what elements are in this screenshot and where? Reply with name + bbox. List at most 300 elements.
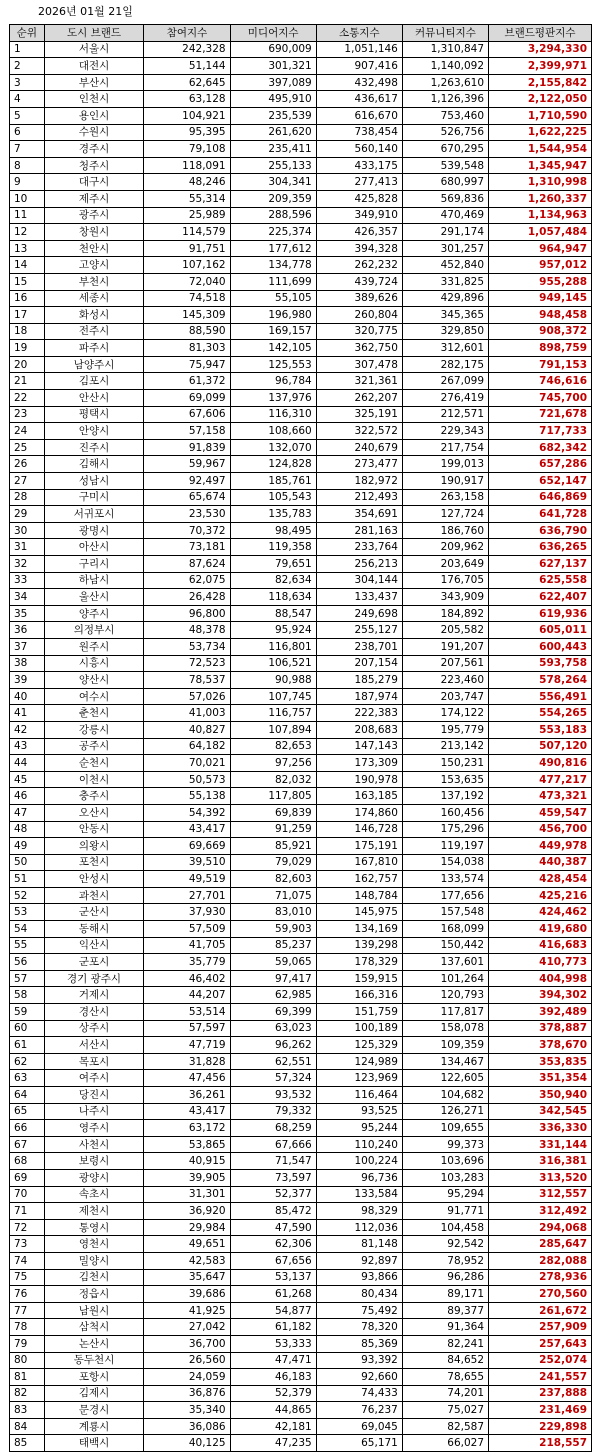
rank-cell: 48	[10, 821, 45, 838]
participation-cell: 44,207	[144, 987, 230, 1004]
communication-cell: 394,328	[316, 240, 402, 257]
participation-cell: 43,417	[144, 821, 230, 838]
community-cell: 103,283	[402, 1169, 488, 1186]
brand-reputation-cell: 350,940	[489, 1087, 592, 1104]
communication-cell: 321,361	[316, 373, 402, 390]
rank-cell: 24	[10, 423, 45, 440]
city-brand-cell: 광명시	[44, 522, 144, 539]
table-row	[10, 755, 592, 772]
brand-reputation-cell: 2,155,842	[489, 74, 592, 91]
community-cell: 195,779	[402, 721, 488, 738]
table-row	[10, 1385, 592, 1402]
rank-cell: 45	[10, 771, 45, 788]
city-brand-cell: 의정부시	[44, 622, 144, 639]
participation-cell: 59,967	[144, 456, 230, 473]
media-cell: 196,980	[230, 307, 316, 324]
participation-cell: 114,579	[144, 224, 230, 241]
community-cell: 291,174	[402, 224, 488, 241]
communication-cell: 92,660	[316, 1369, 402, 1386]
table-row	[10, 1087, 592, 1104]
brand-reputation-cell: 745,700	[489, 390, 592, 407]
city-brand-cell: 서귀포시	[44, 506, 144, 523]
media-cell: 62,551	[230, 1053, 316, 1070]
rank-cell: 69	[10, 1169, 45, 1186]
brand-reputation-cell: 261,672	[489, 1302, 592, 1319]
media-cell: 125,553	[230, 356, 316, 373]
communication-cell: 163,185	[316, 788, 402, 805]
city-brand-cell: 광주시	[44, 207, 144, 224]
header-city-brand: 도시 브랜드	[44, 25, 144, 42]
communication-cell: 208,683	[316, 721, 402, 738]
community-cell: 89,171	[402, 1286, 488, 1303]
participation-cell: 64,182	[144, 738, 230, 755]
table-body	[10, 41, 592, 1451]
communication-cell: 80,434	[316, 1286, 402, 1303]
rank-cell: 63	[10, 1070, 45, 1087]
community-cell: 150,231	[402, 755, 488, 772]
city-brand-cell: 통영시	[44, 1219, 144, 1236]
rank-cell: 14	[10, 257, 45, 274]
media-cell: 91,259	[230, 821, 316, 838]
media-cell: 79,029	[230, 854, 316, 871]
community-cell: 117,817	[402, 1004, 488, 1021]
table-row	[10, 124, 592, 141]
media-cell: 209,359	[230, 190, 316, 207]
brand-reputation-cell: 285,647	[489, 1236, 592, 1253]
communication-cell: 738,454	[316, 124, 402, 141]
communication-cell: 148,784	[316, 887, 402, 904]
community-cell: 312,601	[402, 340, 488, 357]
rank-cell: 54	[10, 921, 45, 938]
media-cell: 288,596	[230, 207, 316, 224]
table-row	[10, 738, 592, 755]
media-cell: 47,590	[230, 1219, 316, 1236]
media-cell: 57,324	[230, 1070, 316, 1087]
table-row	[10, 58, 592, 75]
community-cell: 212,571	[402, 406, 488, 423]
media-cell: 142,105	[230, 340, 316, 357]
rank-cell: 71	[10, 1203, 45, 1220]
participation-cell: 36,086	[144, 1418, 230, 1435]
city-brand-cell: 여수시	[44, 688, 144, 705]
table-row	[10, 954, 592, 971]
rank-cell: 59	[10, 1004, 45, 1021]
community-cell: 66,027	[402, 1435, 488, 1452]
participation-cell: 63,128	[144, 91, 230, 108]
communication-cell: 74,433	[316, 1385, 402, 1402]
communication-cell: 95,244	[316, 1120, 402, 1137]
table-row	[10, 1070, 592, 1087]
table-row	[10, 705, 592, 722]
participation-cell: 41,925	[144, 1302, 230, 1319]
table-row	[10, 1103, 592, 1120]
communication-cell: 110,240	[316, 1136, 402, 1153]
participation-cell: 95,395	[144, 124, 230, 141]
rank-cell: 77	[10, 1302, 45, 1319]
media-cell: 46,183	[230, 1369, 316, 1386]
rank-cell: 5	[10, 107, 45, 124]
participation-cell: 118,091	[144, 157, 230, 174]
participation-cell: 29,984	[144, 1219, 230, 1236]
media-cell: 79,651	[230, 556, 316, 573]
city-brand-cell: 이천시	[44, 771, 144, 788]
media-cell: 301,321	[230, 58, 316, 75]
rank-cell: 17	[10, 307, 45, 324]
city-brand-cell: 계룡시	[44, 1418, 144, 1435]
brand-reputation-cell: 477,217	[489, 771, 592, 788]
city-brand-cell: 당진시	[44, 1087, 144, 1104]
rank-cell: 31	[10, 539, 45, 556]
participation-cell: 40,827	[144, 721, 230, 738]
rank-cell: 27	[10, 473, 45, 490]
community-cell: 1,310,847	[402, 41, 488, 58]
rank-cell: 81	[10, 1369, 45, 1386]
city-brand-cell: 밀양시	[44, 1252, 144, 1269]
city-brand-cell: 속초시	[44, 1186, 144, 1203]
city-brand-cell: 태백시	[44, 1435, 144, 1452]
brand-reputation-cell: 490,816	[489, 755, 592, 772]
community-cell: 91,364	[402, 1319, 488, 1336]
rank-cell: 30	[10, 522, 45, 539]
participation-cell: 74,518	[144, 290, 230, 307]
communication-cell: 425,828	[316, 190, 402, 207]
rank-cell: 85	[10, 1435, 45, 1452]
city-brand-cell: 부천시	[44, 273, 144, 290]
communication-cell: 222,383	[316, 705, 402, 722]
city-brand-cell: 익산시	[44, 937, 144, 954]
city-brand-cell: 순천시	[44, 755, 144, 772]
rank-cell: 3	[10, 74, 45, 91]
communication-cell: 322,572	[316, 423, 402, 440]
participation-cell: 55,314	[144, 190, 230, 207]
participation-cell: 27,042	[144, 1319, 230, 1336]
community-cell: 127,724	[402, 506, 488, 523]
participation-cell: 79,108	[144, 141, 230, 158]
community-cell: 119,197	[402, 838, 488, 855]
brand-reputation-cell: 625,558	[489, 572, 592, 589]
community-cell: 213,142	[402, 738, 488, 755]
participation-cell: 27,701	[144, 887, 230, 904]
media-cell: 52,377	[230, 1186, 316, 1203]
media-cell: 61,182	[230, 1319, 316, 1336]
participation-cell: 42,583	[144, 1252, 230, 1269]
participation-cell: 57,158	[144, 423, 230, 440]
media-cell: 135,783	[230, 506, 316, 523]
communication-cell: 166,316	[316, 987, 402, 1004]
table-row	[10, 489, 592, 506]
table-row	[10, 1037, 592, 1054]
rank-cell: 79	[10, 1335, 45, 1352]
brand-reputation-cell: 964,947	[489, 240, 592, 257]
communication-cell: 76,237	[316, 1402, 402, 1419]
participation-cell: 91,839	[144, 439, 230, 456]
community-cell: 276,419	[402, 390, 488, 407]
communication-cell: 123,969	[316, 1070, 402, 1087]
communication-cell: 81,148	[316, 1236, 402, 1253]
table-header-row	[10, 25, 592, 42]
participation-cell: 78,537	[144, 672, 230, 689]
participation-cell: 72,040	[144, 273, 230, 290]
rank-cell: 33	[10, 572, 45, 589]
community-cell: 343,909	[402, 589, 488, 606]
media-cell: 397,089	[230, 74, 316, 91]
communication-cell: 185,279	[316, 672, 402, 689]
community-cell: 177,656	[402, 887, 488, 904]
table-row	[10, 323, 592, 340]
brand-reputation-cell: 636,790	[489, 522, 592, 539]
media-cell: 71,075	[230, 887, 316, 904]
communication-cell: 277,413	[316, 174, 402, 191]
community-cell: 680,997	[402, 174, 488, 191]
participation-cell: 67,606	[144, 406, 230, 423]
participation-cell: 35,779	[144, 954, 230, 971]
participation-cell: 36,261	[144, 1087, 230, 1104]
community-cell: 191,207	[402, 638, 488, 655]
brand-reputation-cell: 652,147	[489, 473, 592, 490]
table-row	[10, 1169, 592, 1186]
brand-reputation-cell: 721,678	[489, 406, 592, 423]
rank-cell: 36	[10, 622, 45, 639]
communication-cell: 616,670	[316, 107, 402, 124]
table-row	[10, 970, 592, 987]
table-row	[10, 290, 592, 307]
participation-cell: 62,645	[144, 74, 230, 91]
brand-reputation-cell: 331,144	[489, 1136, 592, 1153]
community-cell: 160,456	[402, 804, 488, 821]
table-row	[10, 721, 592, 738]
table-row	[10, 1319, 592, 1336]
community-cell: 78,655	[402, 1369, 488, 1386]
community-cell: 168,099	[402, 921, 488, 938]
city-brand-cell: 제주시	[44, 190, 144, 207]
media-cell: 67,656	[230, 1252, 316, 1269]
city-brand-cell: 의왕시	[44, 838, 144, 855]
rank-cell: 28	[10, 489, 45, 506]
city-brand-cell: 나주시	[44, 1103, 144, 1120]
community-cell: 104,458	[402, 1219, 488, 1236]
brand-reputation-cell: 459,547	[489, 804, 592, 821]
table-row	[10, 1020, 592, 1037]
rank-cell: 68	[10, 1153, 45, 1170]
communication-cell: 178,329	[316, 954, 402, 971]
community-cell: 670,295	[402, 141, 488, 158]
table-row	[10, 1269, 592, 1286]
brand-reputation-cell: 641,728	[489, 506, 592, 523]
participation-cell: 49,519	[144, 871, 230, 888]
participation-cell: 37,930	[144, 904, 230, 921]
table-row	[10, 921, 592, 938]
table-row	[10, 423, 592, 440]
city-brand-cell: 대전시	[44, 58, 144, 75]
communication-cell: 560,140	[316, 141, 402, 158]
rank-cell: 21	[10, 373, 45, 390]
media-cell: 79,332	[230, 1103, 316, 1120]
table-row	[10, 1053, 592, 1070]
brand-reputation-cell: 717,733	[489, 423, 592, 440]
table-row	[10, 1286, 592, 1303]
rank-cell: 23	[10, 406, 45, 423]
city-brand-cell: 양주시	[44, 605, 144, 622]
community-cell: 154,038	[402, 854, 488, 871]
media-cell: 96,784	[230, 373, 316, 390]
communication-cell: 75,492	[316, 1302, 402, 1319]
community-cell: 1,140,092	[402, 58, 488, 75]
table-row	[10, 456, 592, 473]
participation-cell: 26,428	[144, 589, 230, 606]
community-cell: 569,836	[402, 190, 488, 207]
rank-cell: 34	[10, 589, 45, 606]
rank-cell: 25	[10, 439, 45, 456]
city-brand-cell: 군포시	[44, 954, 144, 971]
table-row	[10, 871, 592, 888]
table-row	[10, 1252, 592, 1269]
table-row	[10, 1004, 592, 1021]
community-cell: 89,377	[402, 1302, 488, 1319]
media-cell: 62,306	[230, 1236, 316, 1253]
city-brand-cell: 여주시	[44, 1070, 144, 1087]
community-cell: 120,793	[402, 987, 488, 1004]
media-cell: 261,620	[230, 124, 316, 141]
participation-cell: 62,075	[144, 572, 230, 589]
communication-cell: 93,866	[316, 1269, 402, 1286]
media-cell: 107,745	[230, 688, 316, 705]
media-cell: 117,805	[230, 788, 316, 805]
table-row	[10, 1352, 592, 1369]
participation-cell: 51,144	[144, 58, 230, 75]
community-cell: 203,747	[402, 688, 488, 705]
communication-cell: 307,478	[316, 356, 402, 373]
city-brand-cell: 청주시	[44, 157, 144, 174]
brand-reputation-cell: 342,545	[489, 1103, 592, 1120]
city-brand-cell: 울산시	[44, 589, 144, 606]
community-cell: 186,760	[402, 522, 488, 539]
participation-cell: 65,674	[144, 489, 230, 506]
table-row	[10, 373, 592, 390]
city-brand-cell: 인천시	[44, 91, 144, 108]
brand-reputation-cell: 237,888	[489, 1385, 592, 1402]
communication-cell: 116,464	[316, 1087, 402, 1104]
table-row	[10, 91, 592, 108]
community-cell: 209,962	[402, 539, 488, 556]
participation-cell: 36,700	[144, 1335, 230, 1352]
participation-cell: 48,246	[144, 174, 230, 191]
communication-cell: 174,860	[316, 804, 402, 821]
rank-cell: 80	[10, 1352, 45, 1369]
community-cell: 263,158	[402, 489, 488, 506]
participation-cell: 41,003	[144, 705, 230, 722]
city-brand-cell: 세종시	[44, 290, 144, 307]
media-cell: 71,547	[230, 1153, 316, 1170]
rank-cell: 51	[10, 871, 45, 888]
rank-cell: 9	[10, 174, 45, 191]
brand-reputation-cell: 1,710,590	[489, 107, 592, 124]
rank-cell: 70	[10, 1186, 45, 1203]
participation-cell: 70,372	[144, 522, 230, 539]
media-cell: 53,333	[230, 1335, 316, 1352]
participation-cell: 26,560	[144, 1352, 230, 1369]
brand-reputation-cell: 404,998	[489, 970, 592, 987]
rank-cell: 61	[10, 1037, 45, 1054]
media-cell: 495,910	[230, 91, 316, 108]
media-cell: 97,417	[230, 970, 316, 987]
brand-reputation-cell: 1,057,484	[489, 224, 592, 241]
community-cell: 126,271	[402, 1103, 488, 1120]
participation-cell: 63,172	[144, 1120, 230, 1137]
rank-cell: 38	[10, 655, 45, 672]
brand-reputation-cell: 416,683	[489, 937, 592, 954]
brand-reputation-cell: 394,302	[489, 987, 592, 1004]
communication-cell: 389,626	[316, 290, 402, 307]
city-brand-cell: 진주시	[44, 439, 144, 456]
table-row	[10, 771, 592, 788]
table-row	[10, 190, 592, 207]
media-cell: 82,634	[230, 572, 316, 589]
rank-cell: 76	[10, 1286, 45, 1303]
communication-cell: 93,525	[316, 1103, 402, 1120]
rank-cell: 2	[10, 58, 45, 75]
community-cell: 753,460	[402, 107, 488, 124]
community-cell: 153,635	[402, 771, 488, 788]
table-row	[10, 1369, 592, 1386]
communication-cell: 240,679	[316, 439, 402, 456]
media-cell: 169,157	[230, 323, 316, 340]
brand-reputation-cell: 353,835	[489, 1053, 592, 1070]
city-brand-cell: 용인시	[44, 107, 144, 124]
table-row	[10, 539, 592, 556]
brand-reputation-cell: 605,011	[489, 622, 592, 639]
brand-reputation-cell: 627,137	[489, 556, 592, 573]
communication-cell: 249,698	[316, 605, 402, 622]
city-brand-cell: 원주시	[44, 638, 144, 655]
brand-reputation-cell: 392,489	[489, 1004, 592, 1021]
media-cell: 95,924	[230, 622, 316, 639]
table-row	[10, 41, 592, 58]
city-brand-cell: 수원시	[44, 124, 144, 141]
communication-cell: 159,915	[316, 970, 402, 987]
rank-cell: 62	[10, 1053, 45, 1070]
brand-reputation-cell: 578,264	[489, 672, 592, 689]
brand-reputation-cell: 1,345,947	[489, 157, 592, 174]
participation-cell: 36,876	[144, 1385, 230, 1402]
communication-cell: 146,728	[316, 821, 402, 838]
media-cell: 96,262	[230, 1037, 316, 1054]
table-row	[10, 672, 592, 689]
city-brand-cell: 공주시	[44, 738, 144, 755]
participation-cell: 39,905	[144, 1169, 230, 1186]
rank-cell: 19	[10, 340, 45, 357]
rank-cell: 64	[10, 1087, 45, 1104]
community-cell: 82,587	[402, 1418, 488, 1435]
rank-cell: 72	[10, 1219, 45, 1236]
city-brand-cell: 전주시	[44, 323, 144, 340]
header-communication-index: 소통지수	[316, 25, 402, 42]
rank-cell: 20	[10, 356, 45, 373]
community-cell: 1,263,610	[402, 74, 488, 91]
community-cell: 184,892	[402, 605, 488, 622]
participation-cell: 81,303	[144, 340, 230, 357]
table-row	[10, 307, 592, 324]
community-cell: 91,771	[402, 1203, 488, 1220]
city-brand-cell: 구미시	[44, 489, 144, 506]
table-row	[10, 1136, 592, 1153]
media-cell: 97,256	[230, 755, 316, 772]
participation-cell: 70,021	[144, 755, 230, 772]
media-cell: 255,133	[230, 157, 316, 174]
community-cell: 75,027	[402, 1402, 488, 1419]
participation-cell: 75,947	[144, 356, 230, 373]
media-cell: 47,235	[230, 1435, 316, 1452]
communication-cell: 262,232	[316, 257, 402, 274]
